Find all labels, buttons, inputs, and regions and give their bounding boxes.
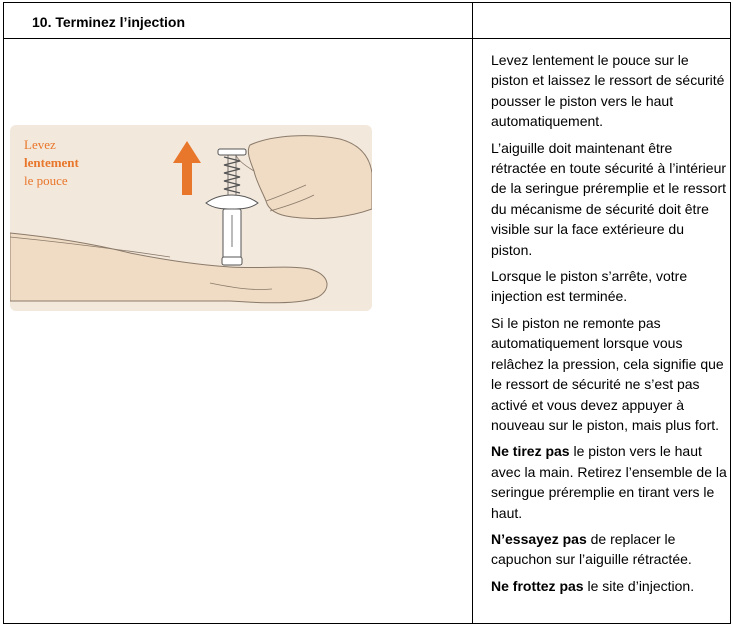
- instructions-cell: [491, 50, 727, 602]
- instruction-paragraph-4: Si le piston ne remonte pas automatiquement lorsque vous relâchez la pression, cela signifie que le ressort de sécurité ne s’est pas activé et vous devez appuyer à nouveau sur le piston, mais plus fort.: [491, 314, 724, 433]
- body-column-divider: [472, 39, 473, 623]
- instruction-table: [3, 2, 731, 624]
- instruction-paragraph-2: L’aiguille doit maintenant être rétractée en toute sécurité à l’intérieur de la seringue préremplie et le ressort du mécanisme de sécurité doit être visible sur la face extérieure du piston.: [491, 139, 727, 258]
- warning-do-not-rub: Ne frottez pas: [491, 577, 584, 594]
- caption-line-3: le pouce: [24, 173, 68, 188]
- warning-do-not-pull: Ne tirez pas: [491, 443, 570, 460]
- warning-do-not-recap: N’essayez pas: [491, 530, 587, 547]
- step-header-row: [4, 3, 730, 39]
- instruction-paragraph-1: Levez lentement le pouce sur le piston et laissez le ressort de sécurité pousser le piston vers le haut automatiquement.: [491, 52, 725, 130]
- injection-illustration: [10, 125, 372, 311]
- instruction-paragraph-6: [491, 529, 727, 570]
- header-column-divider: [472, 3, 473, 39]
- caption-line-2: lentement: [24, 155, 79, 170]
- warning-do-not-recap-detail: de replacer le capuchon sur l’aiguille rétractée.: [491, 530, 692, 568]
- instruction-paragraph-3: Lorsque le piston s’arrête, votre injection est terminée.: [491, 268, 688, 305]
- caption-line-1: Levez: [24, 137, 56, 152]
- step-title: 10. Terminez l’injection: [32, 14, 186, 30]
- instruction-paragraph-5: [491, 441, 727, 523]
- warning-do-not-pull-detail: le piston vers le haut avec la main. Retirez l’ensemble de la seringue préremplie en tirant vers le haut.: [491, 443, 727, 521]
- instruction-paragraph-7: [491, 576, 727, 596]
- warning-do-not-rub-detail: le site d’injection.: [583, 577, 695, 594]
